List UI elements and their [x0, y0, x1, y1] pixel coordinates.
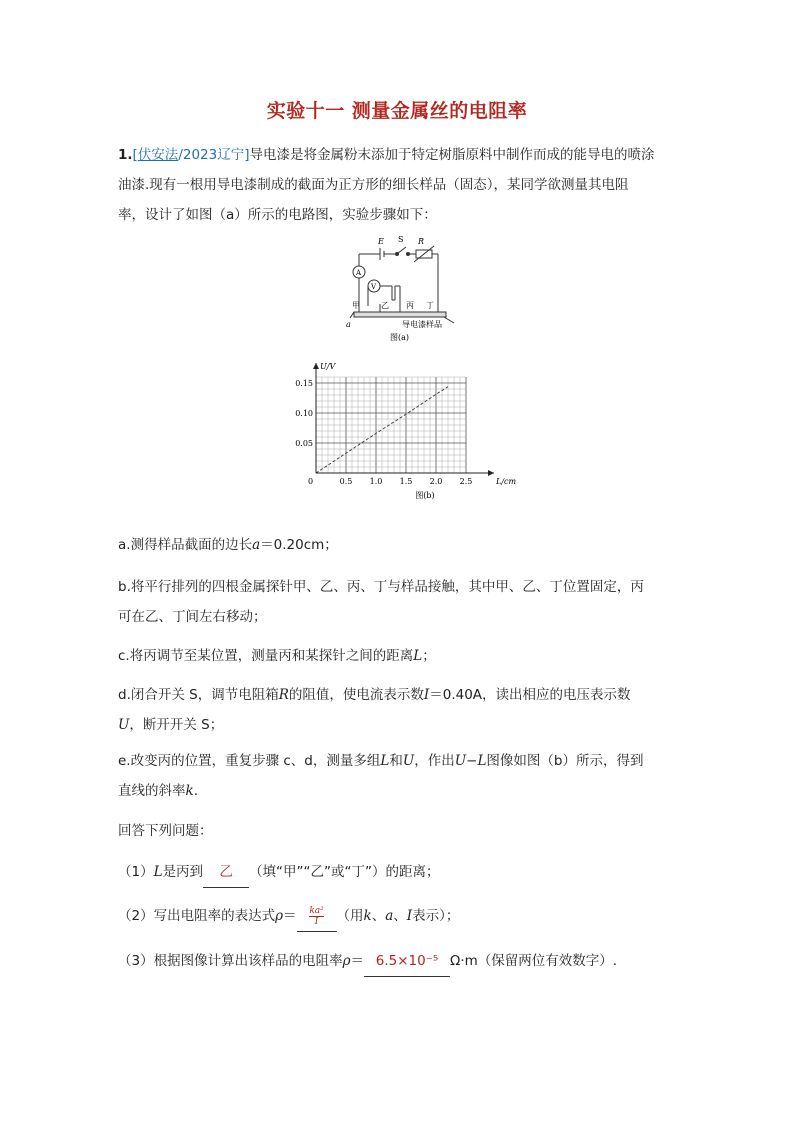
label-V: V — [371, 283, 377, 291]
step-e-line-2 — [118, 776, 678, 806]
label-ding: 丁 — [426, 301, 434, 310]
sub2-numerator: ka² — [309, 905, 324, 916]
sub3-eq: ＝ — [350, 953, 365, 969]
step-b-line-1: b.将平行排列的四根金属探针甲、乙、丙、丁与样品接触，其中甲、乙、丁位置固定，丙 — [118, 579, 644, 595]
method-tag[interactable]: 伏安法 — [137, 147, 179, 163]
tag-open: [ — [132, 147, 138, 163]
step-e — [118, 746, 678, 806]
sub1-text-b: （填“甲”“乙”或“丁”）的距离； — [249, 864, 440, 880]
label-yi: 乙 — [381, 301, 389, 310]
switch-blade — [397, 247, 406, 254]
x-tick-label: 1.0 — [369, 477, 383, 486]
sub2-var-a: a — [385, 908, 394, 924]
figure-b-caption: 图(b) — [415, 491, 435, 500]
step-c-suffix: ； — [422, 648, 436, 664]
x-tick-label: 2.5 — [459, 477, 473, 486]
figure-a-caption: 图(a) — [390, 333, 410, 342]
var-L-e: L — [380, 753, 390, 769]
sub3-text-b: Ω·m（保留两位有效数字）. — [450, 953, 618, 969]
y-axis-label: U/V — [320, 362, 336, 371]
sub1-prefix: （1） — [118, 864, 154, 880]
label-jia: 甲 — [352, 301, 360, 310]
rheostat-arrow — [414, 246, 434, 262]
intro-text-1: 导电漆是将金属粉末添加于特定树脂原料中制作而成的能导电的喷涂 — [249, 147, 655, 163]
label-sample: 导电漆样品 — [402, 320, 442, 329]
sub1-var: L — [153, 864, 163, 880]
step-d-text-d: ，断开开关 S； — [129, 717, 224, 733]
step-b — [118, 572, 678, 632]
step-c-text: c.将丙调节至某位置，测量丙和某探针之间的距离 — [118, 648, 414, 664]
step-d-line-2 — [118, 710, 678, 740]
step-a-suffix: ＝0.20cm； — [260, 537, 338, 553]
step-a-text: a.测得样品截面的边长 — [118, 537, 253, 553]
page-title: 实验十一 测量金属丝的电阻率 — [266, 100, 528, 122]
var-a: a — [252, 537, 261, 553]
step-d-text-c: ＝0.40A，读出相应的电压表示数 — [429, 687, 631, 703]
label-a: a — [346, 320, 351, 329]
step-c — [118, 641, 678, 671]
label-R: R — [418, 237, 425, 246]
sub2-answer[interactable] — [297, 901, 337, 932]
question-intro — [118, 140, 678, 230]
sub2-eq: ＝ — [283, 908, 297, 924]
step-e-text-b: ，作出 — [414, 753, 455, 769]
y-tick-label: 0.15 — [295, 379, 313, 388]
step-d-line-1 — [118, 680, 678, 710]
source-tag: /2023辽宁] — [178, 147, 250, 163]
var-UL: U−L — [454, 753, 487, 769]
sub3-answer[interactable]: 6.5×10⁻⁵ — [364, 946, 450, 977]
step-e-and: 和 — [389, 753, 403, 769]
sub2-text-b: （用 — [336, 908, 364, 924]
sub-question-3 — [118, 946, 678, 977]
intro-line-1 — [118, 140, 678, 170]
var-I: I — [423, 687, 430, 703]
x-axis-label: L/cm — [496, 477, 517, 486]
sub2-fraction — [309, 906, 323, 927]
circuit-diagram — [340, 232, 460, 350]
sub2-var-rho: ρ — [275, 908, 284, 924]
sub2-sep-2: 、 — [393, 908, 407, 924]
step-e-text-d: 直线的斜率 — [118, 783, 186, 799]
x-axis-arrow — [488, 470, 494, 476]
y-tick-label: 0.05 — [295, 439, 313, 448]
step-a — [118, 530, 678, 560]
question-number: 1. — [118, 147, 133, 163]
answers-intro: 回答下列问题： — [118, 823, 213, 839]
ul-chart — [282, 362, 522, 506]
sub-question-2 — [118, 901, 678, 932]
var-U: U — [118, 717, 130, 733]
sub3-var-rho: ρ — [342, 953, 351, 969]
x-tick-label: 2.0 — [429, 477, 443, 486]
y-axis-arrow — [313, 363, 319, 369]
sub1-text-a: 是丙到 — [162, 864, 204, 880]
label-S: S — [398, 235, 404, 244]
sub2-prefix: （2）写出电阻率的表达式 — [118, 908, 276, 924]
var-L: L — [413, 648, 423, 664]
var-U-e: U — [402, 753, 415, 769]
sub1-answer[interactable]: 乙 — [203, 857, 249, 888]
step-d-text-a: d.闭合开关 S，调节电阻箱 — [118, 687, 279, 703]
intro-line-2: 油漆.现有一根用导电漆制成的截面为正方形的细长样品（固态），某同学欲测量其电阻 — [118, 177, 629, 193]
label-A: A — [356, 269, 362, 277]
x-tick-label: 1.5 — [399, 477, 413, 486]
step-e-text-a: e.改变丙的位置，重复步骤 c、d，测量多组 — [118, 753, 381, 769]
intro-line-3: 率，设计了如图（a）所示的电路图，实验步骤如下： — [118, 207, 437, 223]
sub2-var-k: k — [363, 908, 372, 924]
sub2-sep-1: 、 — [371, 908, 386, 924]
sub2-denominator: I — [314, 916, 319, 927]
sub2-var-I: I — [406, 908, 413, 924]
origin-label: 0 — [308, 477, 314, 486]
step-d — [118, 680, 678, 740]
sub3-prefix: （3）根据图像计算出该样品的电阻率 — [118, 953, 343, 969]
label-bing: 丙 — [406, 301, 414, 310]
sub2-text-c: 表示）； — [412, 908, 460, 924]
step-e-text-e: . — [193, 783, 198, 799]
step-e-text-c: 图像如图（b）所示，得到 — [486, 753, 644, 769]
var-k: k — [185, 783, 194, 799]
x-tick-label: 0.5 — [339, 477, 353, 486]
label-E: E — [378, 237, 384, 246]
step-e-line-1 — [118, 746, 678, 776]
sub-question-1 — [118, 857, 678, 888]
step-b-line-2: 可在乙、丁间左右移动； — [118, 609, 267, 625]
step-d-text-b: 的阻值，使电流表示数 — [288, 687, 424, 703]
y-tick-label: 0.10 — [295, 409, 313, 418]
var-R: R — [278, 687, 289, 703]
